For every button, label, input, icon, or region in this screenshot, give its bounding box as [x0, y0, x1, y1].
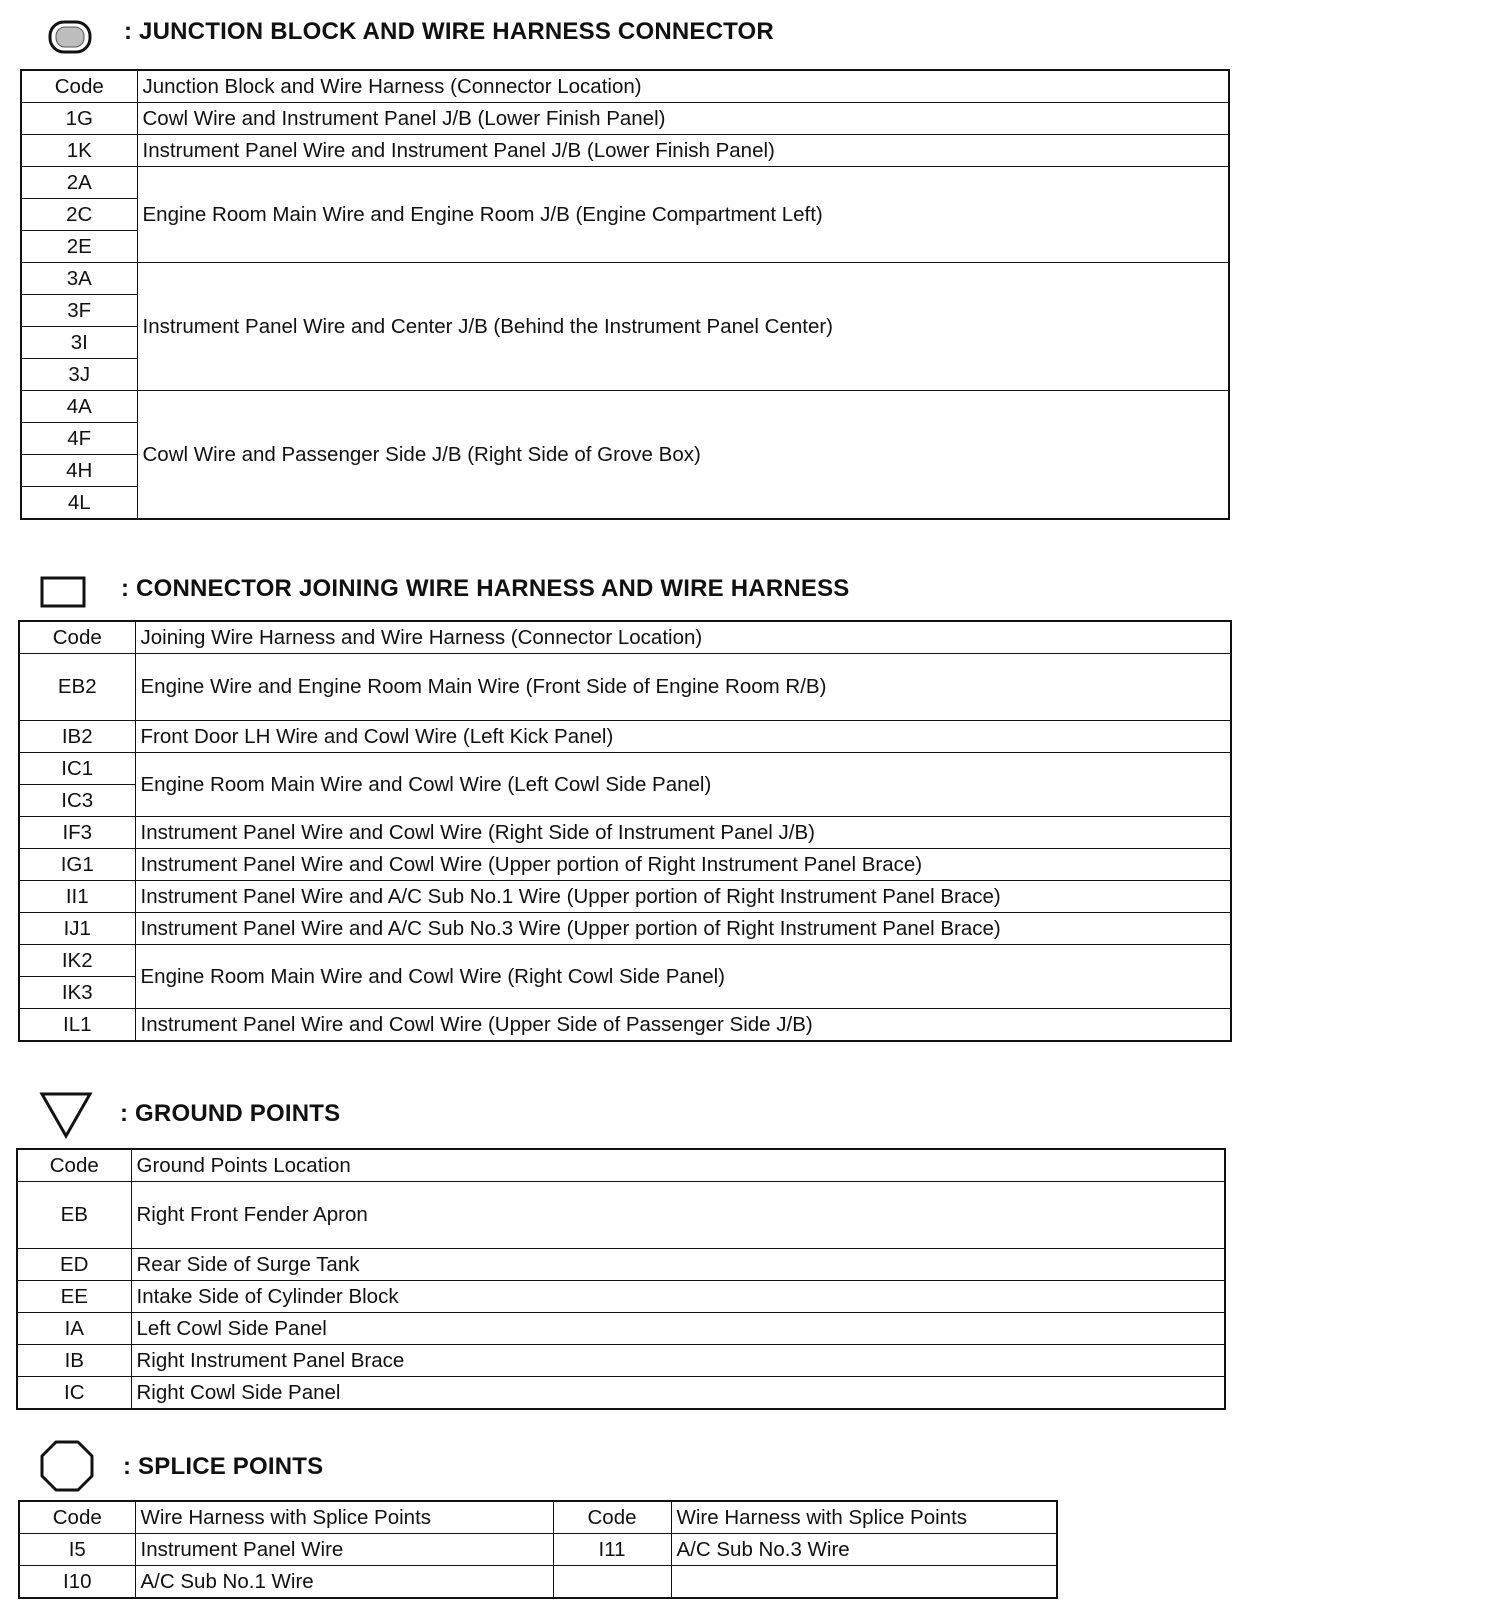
- code-cell: I10: [19, 1566, 135, 1599]
- column-header-location: Junction Block and Wire Harness (Connector Location): [137, 70, 1229, 103]
- location-cell: Instrument Panel Wire and A/C Sub No.1 Wire (Upper portion of Right Instrument Panel Brace): [135, 881, 1231, 913]
- code-cell: IK3: [19, 977, 135, 1009]
- table-row: [19, 913, 1231, 945]
- connector-box-symbol-icon: [38, 574, 90, 610]
- code-cell: 4A: [21, 391, 137, 423]
- location-cell: Instrument Panel Wire and Center J/B (Behind the Instrument Panel Center): [137, 263, 1229, 391]
- location-cell: Instrument Panel Wire and Cowl Wire (Upper portion of Right Instrument Panel Brace): [135, 849, 1231, 881]
- wire-harness-cell: [671, 1566, 1057, 1599]
- table-header-row: [19, 1501, 1057, 1534]
- table-header-row: [21, 70, 1229, 103]
- code-cell: EB2: [19, 654, 135, 721]
- code-cell: IB2: [19, 721, 135, 753]
- code-cell: 2A: [21, 167, 137, 199]
- code-cell: EB: [17, 1182, 131, 1249]
- column-header-code-2: Code: [553, 1501, 671, 1534]
- ground-table: [16, 1148, 1226, 1410]
- column-header-location: Joining Wire Harness and Wire Harness (Connector Location): [135, 621, 1231, 654]
- location-cell: Rear Side of Surge Tank: [131, 1249, 1225, 1281]
- code-cell: IG1: [19, 849, 135, 881]
- table-row: [19, 654, 1231, 721]
- table-row: [17, 1281, 1225, 1313]
- code-cell: 4F: [21, 423, 137, 455]
- code-cell: 1G: [21, 103, 137, 135]
- table-row: [19, 1534, 1057, 1566]
- table-row: [21, 135, 1229, 167]
- code-cell: IC3: [19, 785, 135, 817]
- code-cell: 4L: [21, 487, 137, 520]
- code-cell: IK2: [19, 945, 135, 977]
- table-row: [19, 817, 1231, 849]
- code-cell: IF3: [19, 817, 135, 849]
- code-cell: I5: [19, 1534, 135, 1566]
- connector-table: [18, 620, 1232, 1042]
- code-cell: 2E: [21, 231, 137, 263]
- code-cell: IC: [17, 1377, 131, 1410]
- location-cell: Front Door LH Wire and Cowl Wire (Left Kick Panel): [135, 721, 1231, 753]
- junction-block-symbol-icon: [46, 18, 96, 58]
- table-row: [21, 103, 1229, 135]
- location-cell: Instrument Panel Wire and Instrument Panel J/B (Lower Finish Panel): [137, 135, 1229, 167]
- location-cell: Intake Side of Cylinder Block: [131, 1281, 1225, 1313]
- code-cell: 2C: [21, 199, 137, 231]
- location-cell: Left Cowl Side Panel: [131, 1313, 1225, 1345]
- code-cell: I11: [553, 1534, 671, 1566]
- wire-harness-cell: Instrument Panel Wire: [135, 1534, 553, 1566]
- table-row: [19, 849, 1231, 881]
- column-header-location: Ground Points Location: [131, 1149, 1225, 1182]
- table-row: [19, 1009, 1231, 1042]
- column-header-code: Code: [19, 621, 135, 654]
- table-row: [21, 263, 1229, 295]
- column-header-code: Code: [17, 1149, 131, 1182]
- location-cell: Engine Wire and Engine Room Main Wire (Front Side of Engine Room R/B): [135, 654, 1231, 721]
- wire-harness-cell: A/C Sub No.1 Wire: [135, 1566, 553, 1599]
- ground-section-title: : GROUND POINTS: [120, 1100, 341, 1127]
- code-cell: IA: [17, 1313, 131, 1345]
- table-row: [17, 1249, 1225, 1281]
- splice-octagon-symbol-icon: [38, 1438, 96, 1494]
- code-cell: II1: [19, 881, 135, 913]
- code-cell: IC1: [19, 753, 135, 785]
- column-header-code: Code: [19, 1501, 135, 1534]
- code-cell: ED: [17, 1249, 131, 1281]
- code-cell: 3A: [21, 263, 137, 295]
- table-row: [17, 1313, 1225, 1345]
- junction-table: [20, 69, 1230, 520]
- table-row: [21, 167, 1229, 199]
- code-cell: EE: [17, 1281, 131, 1313]
- code-cell: 3F: [21, 295, 137, 327]
- column-header-wire-harness: Wire Harness with Splice Points: [135, 1501, 553, 1534]
- code-cell: 4H: [21, 455, 137, 487]
- code-cell: IB: [17, 1345, 131, 1377]
- location-cell: Engine Room Main Wire and Engine Room J/B (Engine Compartment Left): [137, 167, 1229, 263]
- splice-section-title: : SPLICE POINTS: [123, 1453, 324, 1480]
- connector-section-title: : CONNECTOR JOINING WIRE HARNESS AND WIRE HARNESS: [121, 575, 850, 602]
- location-cell: Right Instrument Panel Brace: [131, 1345, 1225, 1377]
- table-row: [19, 721, 1231, 753]
- location-cell: Engine Room Main Wire and Cowl Wire (Right Cowl Side Panel): [135, 945, 1231, 1009]
- splice-table: [18, 1500, 1058, 1599]
- table-row: [19, 945, 1231, 977]
- location-cell: Cowl Wire and Passenger Side J/B (Right Side of Grove Box): [137, 391, 1229, 520]
- code-cell: IJ1: [19, 913, 135, 945]
- table-row: [17, 1182, 1225, 1249]
- column-header-wire-harness-2: Wire Harness with Splice Points: [671, 1501, 1057, 1534]
- table-row: [17, 1377, 1225, 1410]
- location-cell: Cowl Wire and Instrument Panel J/B (Lower Finish Panel): [137, 103, 1229, 135]
- table-row: [19, 753, 1231, 785]
- table-row: [19, 881, 1231, 913]
- location-cell: Right Cowl Side Panel: [131, 1377, 1225, 1410]
- location-cell: Engine Room Main Wire and Cowl Wire (Left Cowl Side Panel): [135, 753, 1231, 817]
- code-cell: 3J: [21, 359, 137, 391]
- location-cell: Instrument Panel Wire and A/C Sub No.3 Wire (Upper portion of Right Instrument Panel Brace): [135, 913, 1231, 945]
- table-row: [17, 1345, 1225, 1377]
- table-row: [21, 391, 1229, 423]
- code-cell: 3I: [21, 327, 137, 359]
- ground-triangle-symbol-icon: [38, 1090, 94, 1140]
- table-header-row: [19, 621, 1231, 654]
- location-cell: Right Front Fender Apron: [131, 1182, 1225, 1249]
- column-header-code: Code: [21, 70, 137, 103]
- code-cell: [553, 1566, 671, 1599]
- wire-harness-cell: A/C Sub No.3 Wire: [671, 1534, 1057, 1566]
- junction-section-title: : JUNCTION BLOCK AND WIRE HARNESS CONNECTOR: [124, 18, 774, 45]
- location-cell: Instrument Panel Wire and Cowl Wire (Upper Side of Passenger Side J/B): [135, 1009, 1231, 1042]
- code-cell: IL1: [19, 1009, 135, 1042]
- table-header-row: [17, 1149, 1225, 1182]
- table-row: [19, 1566, 1057, 1599]
- location-cell: Instrument Panel Wire and Cowl Wire (Right Side of Instrument Panel J/B): [135, 817, 1231, 849]
- code-cell: 1K: [21, 135, 137, 167]
